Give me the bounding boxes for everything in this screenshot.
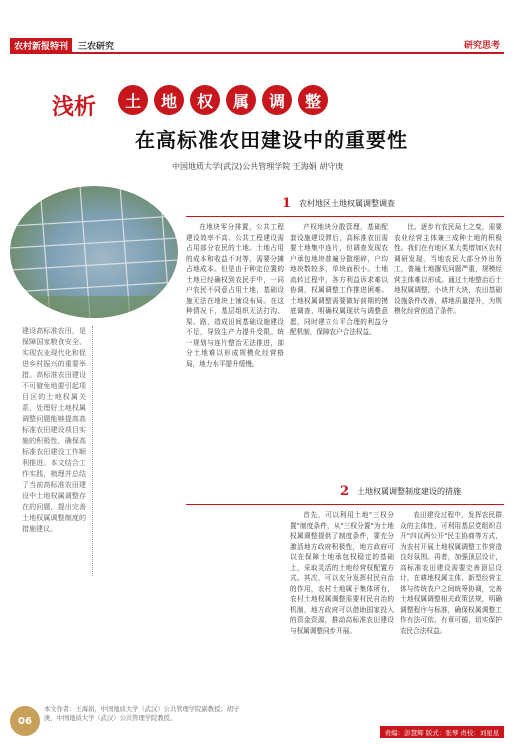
header-left (10, 38, 114, 53)
title-kicker-chars (118, 85, 328, 115)
title-kicker: 浅析 (52, 94, 97, 120)
editor-credits: 责编：彭慧辉 版式：张琴 责校：刘星星 (380, 726, 504, 738)
section-name: 三农研究 (78, 42, 115, 52)
kicker-char: 属 (226, 85, 256, 115)
column-name: 研究思考 (463, 41, 500, 51)
section2-number: 2 (340, 484, 350, 499)
section1-column-1 (186, 222, 284, 462)
kicker-char: 地 (154, 85, 184, 115)
section2-column-2 (400, 510, 502, 720)
summary-text: 建设高标准农田，是保障国家粮食安全、实现农业现代化和促进乡村振兴的重要举措。高标准农田建设不可避免地要引起项目区的土地权属关系，处理好土地权属调整问题能够提高高标准农田建设项目实施的积极性，确保高标准农田建设工作顺利推进。本文结合工作实践，梳理并总结了当前高标准农田建设中土地权属调整存在的问题，提出完善土地权属调整制度的措施建议。 (22, 327, 86, 533)
edition-badge: 农村新报特刊 (10, 38, 72, 53)
kicker-char: 整 (298, 85, 328, 115)
section2-paragraph: 农田建设过程中，发挥农民群众的主体性，可利用基层党组织召开"四议两公开"民主协商等方式，为农村开展土地权属调整工作营造良好氛围。再者，加强顶层设计，高标准农田建设需要完善顶层设计，在耕地权属主体、新型经营主体与传统农户之间统筹协调，完善土地权属调整相关政策法规，明确调整程序与标准，确保权属调整工作有法可依、有章可循，切实保护农民合法权益。 (400, 511, 502, 635)
farmland-photo (10, 186, 178, 318)
kicker-char: 土 (118, 85, 148, 115)
byline: 中国地质大学(武汉)公共管理学院 王海娟 胡守庚 (172, 162, 344, 171)
section1-title: 农村地区土地权属调整调查 (299, 199, 396, 208)
header-rule (10, 52, 504, 54)
kicker-char: 权 (190, 85, 220, 115)
section1-paragraph: 在地块零分排置，公共工程建设效率不高、公共工程建设需占用部分农民的土地。土地占用的成本和收益不对等，需要分摊占地成本。但是由于种定位置的土地已经确权到农民手中，一同户农民不同意占用土地，基础设施无法在地块上铺设布局。在这种情况下，基层组织无法打沟、渠、路，造成田间基础设施建设不足，导致生产力提升受限。统一规划与连片整治无法推进，部分土地难以形成规模化经营格局，地力水平提升缓慢。 (186, 223, 284, 368)
section2-rule (186, 504, 504, 505)
headline: 在高标准农田建设中的重要性 (135, 128, 408, 152)
section1-number: 1 (282, 196, 292, 211)
section1-column-2 (290, 222, 388, 462)
section2-column-1 (290, 510, 394, 720)
column-divider (92, 326, 94, 576)
section2-paragraph: 首先，可以利用土地"三权分置"制度条件，从"三权分置"为土地权属调整提供了制度条件，要充分激活地方政府积极性，地方政府可以在保障土地承包权稳定的基础上，采取灵活的土地经营权配置方式。其次，可以充分发挥村民自治的作用，农村土地属于集体所有，农村土地权属调整需要村民自治的机制，地方政府可以借助国家投入的资金资源，推动高标准农田建设与权属调整同步开展。 (290, 511, 394, 635)
page-number-badge: 06 (10, 706, 40, 736)
section1-heading (282, 196, 395, 211)
section2-heading (340, 484, 461, 499)
section2-title: 土地权属调整制度建设的措施 (357, 487, 462, 496)
section1-paragraph: 比、逐步有农民局土之变，需要农业经营主体兼三成种土地的积极性。我们在有地区某大类增加区农村调研发现，当地农民大部分外出务工，普遍土地撂荒问题严重，规模经营主体难以形成。通过土地整治后土地权属调整，小块并大块，农田基础设施条件改善，耕地质量提升，为规模化经营创造了条件。 (394, 223, 502, 315)
kicker-char: 调 (262, 85, 292, 115)
section1-column-3 (394, 222, 502, 462)
section1-paragraph: 产权地块分散管理，基础配套设施建设滞后，高标准农田需要土地集中连片，但调查发现农户承包地块普遍分散细碎，户均地块数较多，单块面积小。土地流转过程中，各方利益诉求难以协调，权属调整工作推进困难。土地权属调整需要做好前期的摸底调查，明确权属现状与调整意愿，同时建立公平合理的利益分配机制，保障农户合法权益。 (290, 223, 388, 336)
author-note: 本文作者：王海娟，中国地质大学（武汉）公共管理学院副教授；胡守庚，中国地质大学（武汉）公共管理学院教授。 (44, 706, 240, 722)
section1-rule (186, 216, 504, 217)
